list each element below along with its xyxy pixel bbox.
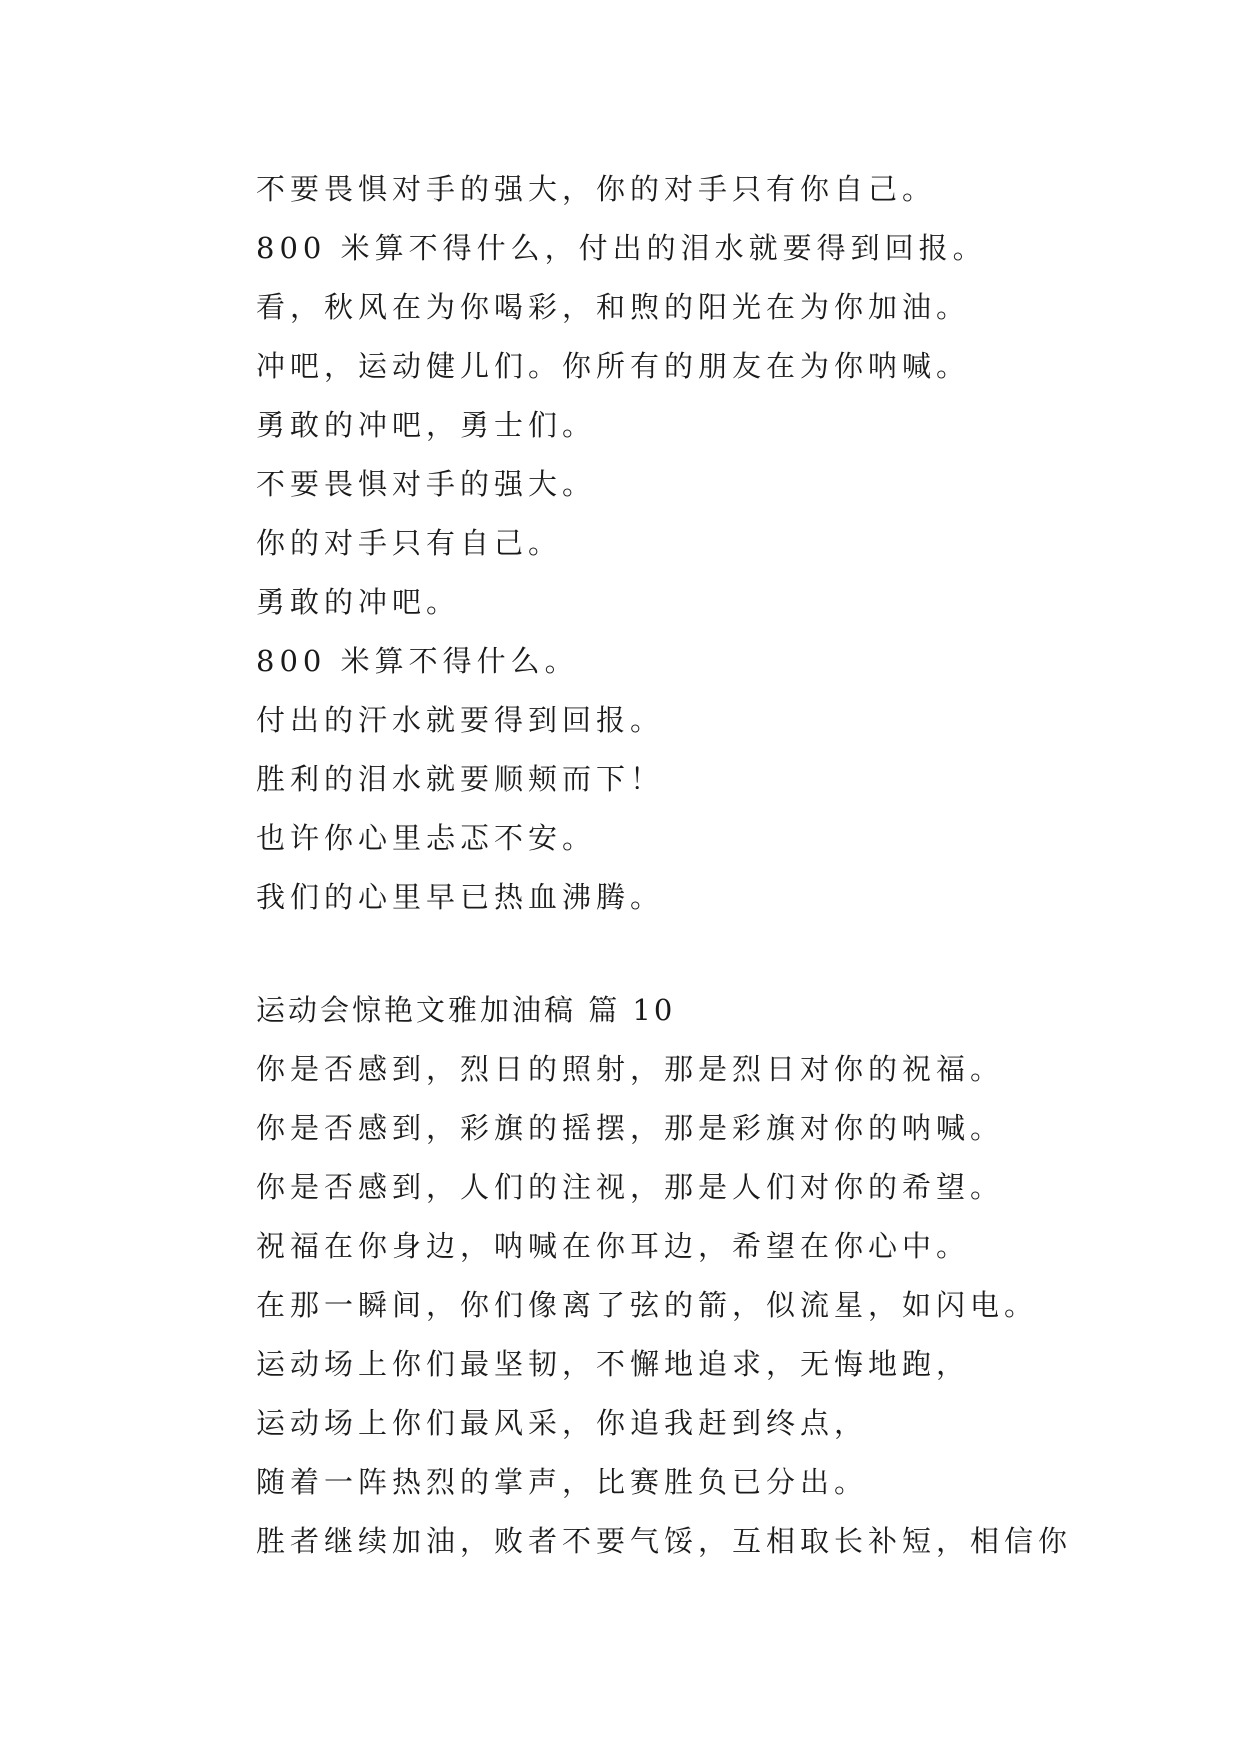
text-line: 看，秋风在为你喝彩，和煦的阳光在为你加油。 (256, 290, 971, 324)
article-section-10 (256, 981, 1116, 1571)
text-line: 付出的汗水就要得到回报。 (256, 703, 665, 737)
text-line: 胜利的泪水就要顺颊而下！ (256, 762, 665, 796)
text-line: 运动场上你们最坚韧，不懈地追求，无悔地跑， (256, 1347, 971, 1381)
text-line: 不要畏惧对手的强大，你的对手只有你自己。 (256, 172, 937, 206)
text-line: 你是否感到，人们的注视，那是人们对你的希望。 (256, 1170, 1005, 1204)
text-line: 随着一阵热烈的掌声，比赛胜负已分出。 (256, 1465, 869, 1499)
text-line: 800 米算不得什么。 (256, 644, 579, 678)
text-line: 800 米算不得什么，付出的泪水就要得到回报。 (256, 231, 987, 265)
text-line: 也许你心里忐忑不安。 (256, 821, 597, 855)
text-line: 勇敢的冲吧。 (256, 585, 461, 619)
cheer-text-section (256, 160, 1116, 927)
text-line: 冲吧，运动健儿们。你所有的朋友在为你呐喊。 (256, 349, 971, 383)
text-line: 你是否感到，烈日的照射，那是烈日对你的祝福。 (256, 1052, 1005, 1086)
text-line: 你的对手只有自己。 (256, 526, 563, 560)
text-line: 祝福在你身边，呐喊在你耳边，希望在你心中。 (256, 1229, 971, 1263)
text-line: 不要畏惧对手的强大。 (256, 467, 597, 501)
text-line: 你是否感到，彩旗的摇摆，那是彩旗对你的呐喊。 (256, 1111, 1005, 1145)
text-line: 胜者继续加油，败者不要气馁，互相取长补短，相信你 (256, 1524, 1073, 1558)
text-line: 我们的心里早已热血沸腾。 (256, 880, 665, 914)
section-heading: 运动会惊艳文雅加油稿 篇 10 (256, 993, 676, 1027)
text-line: 运动场上你们最风采，你追我赶到终点， (256, 1406, 869, 1440)
text-line: 勇敢的冲吧，勇士们。 (256, 408, 597, 442)
text-line: 在那一瞬间，你们像离了弦的箭，似流星，如闪电。 (256, 1288, 1039, 1322)
